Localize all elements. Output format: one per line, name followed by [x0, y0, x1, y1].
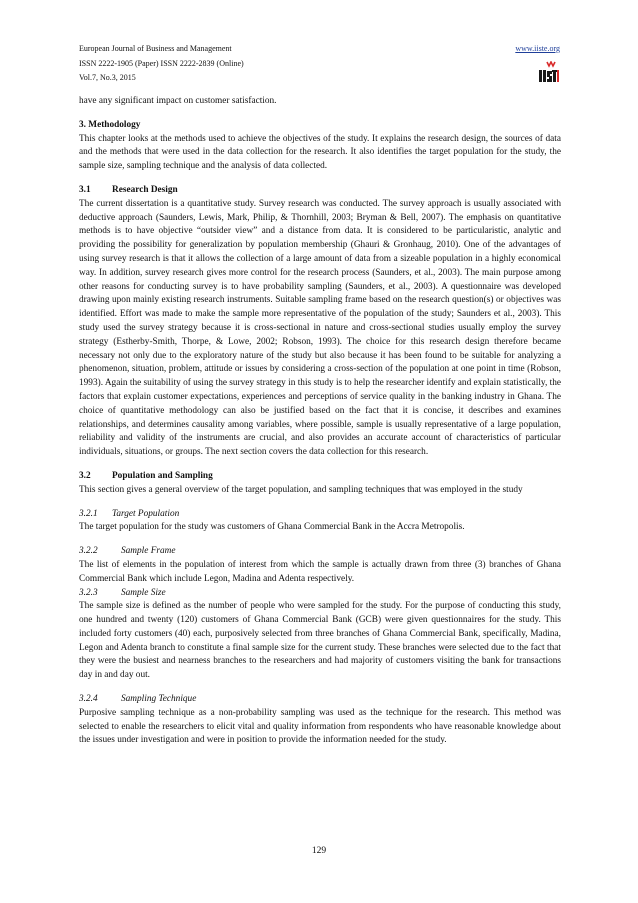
- target-population-heading: [79, 508, 561, 522]
- journal-issn: ISSN 2222-1905 (Paper) ISSN 2222-2839 (Online): [79, 58, 244, 68]
- population-sampling-paragraph: This section gives a general overview of the target population, and sampling techniques that was employed in the study: [79, 484, 523, 495]
- subsection-number: 3.2.4: [79, 694, 98, 705]
- subsection-number: 3.2.2: [79, 546, 98, 557]
- journal-name: European Journal of Business and Management: [79, 44, 232, 53]
- sample-size-heading: [79, 587, 561, 601]
- subsection-number: 3.2.3: [79, 587, 98, 598]
- methodology-heading: 3. Methodology: [79, 119, 141, 130]
- subsection-title: Sample Frame: [121, 546, 176, 557]
- sample-frame-heading: [79, 545, 561, 559]
- section-title: Research Design: [112, 184, 178, 195]
- sample-size-paragraph: The sample size is defined as the number of people who were sampled for the study. For the purpose of conducting this study, one hundred and twenty (120) customers of Ghana Commercial Bank (GCB) were given questionnaires for the study. This included forty customers (40) each, purposively selected from three branches of Ghana Commercial Bank, specifically, Madina, Legon and Adenta branch to constitute a final sample size for the current study. These branches were selected due to the fact that they were the busiest and nearness branches to the researchers and had majority of customers visiting the bank for transactions day in and day out.: [79, 601, 561, 681]
- methodology-paragraph: This chapter looks at the methods used to achieve the objectives of the study. It explains the research design, the sources of data and the methods that were used in the data collection for the research. It also identifies the target population for the study, the sample size, sampling technique and the analysis of data collected.: [79, 133, 561, 172]
- journal-volume: Vol.7, No.3, 2015: [79, 73, 136, 82]
- section-title: Population and Sampling: [112, 470, 213, 481]
- sample-frame-paragraph: The list of elements in the population of interest from which the sample is actually drawn from three (3) branches of Ghana Commercial Bank which include Legon, Madina and Adenta respectively.: [79, 559, 561, 584]
- paper-body: [79, 95, 561, 748]
- subsection-number: 3.2.1: [79, 508, 98, 519]
- sampling-technique-paragraph: Purposive sampling technique as a non-probability sampling was used as the technique for the research. This method was selected to enable the researchers to elicit vital and quality information from respondents who have reasonable knowledge about the issues under investigation and were in position to provide the information needed for the study.: [79, 707, 561, 746]
- sampling-technique-heading: [79, 693, 561, 707]
- subsection-title: Sampling Technique: [121, 694, 197, 705]
- intro-line: have any significant impact on customer satisfaction.: [79, 96, 277, 106]
- subsection-title: Target Population: [112, 508, 180, 519]
- website-link[interactable]: www.iiste.org: [515, 44, 560, 53]
- section-number: 3.2: [79, 470, 91, 481]
- population-sampling-heading: [79, 470, 561, 484]
- journal-header: [79, 42, 244, 86]
- research-design-paragraph: The current dissertation is a quantitative study. Survey research was conducted. The survey approach is usually associated with deductive approach (Saunders, Lewis, Mark, Philip, & Thornhill, 2003; Bryman & Bell, 2007). The emphasis on quantitative methods is to have objective “outsider view” and a distance from data. It is considered to be particularistic, analytic and providing the possibility for generalization by population membership (Ghauri & Gronhaug, 2010). One of the advantages of using survey research is that it allows the collection of a large amount of data from a sizeable population in a highly economical way. In addition, survey research gives more control for the research process (Saunders, et al., 2003). The main purpose among other reasons for conducting survey is to have probability sampling (Saunders, et al., 2003). A questionnaire was developed drawing upon mainly existing research instruments. Suitable sampling frame based on the research question(s) or objectives was identified. Effort was made to make the sample more representative of the population of the study; Saunders et al., 2003). This study used the survey strategy because it is cross-sectional in nature and cross-sectional studies usually employ the survey strategy (Estherby-Smith, Thorpe, & Lowe, 2002; Robson, 1993). The choice for this research design therefore became necessary not only due to the exploratory nature of the study but also because it has been found to be suitable for analyzing a phenomenon, situation, problem, attitude or issues by considering a cross-section of the population at one point in time (Robson, 1993). Again the suitability of using the survey strategy in this study is to help the researcher identify and explain statistically, the factors that explain customer expectations, experiences and perceptions of service quality in the banking industry in Ghana. The choice of quantitative methodology can also be justified based on the fact that it is concise, it describes and examines relationships, and determines causality among variables, where possible, sample is usually representative of a large population, reliability and validity of the instruments are crucial, and also provides an accurate account of characteristics of particular individuals, situations, or groups. The next section covers the data collection for this research.: [79, 198, 561, 458]
- subsection-title: Sample Size: [121, 587, 166, 598]
- header-right: [515, 42, 560, 88]
- section-number: 3.1: [79, 184, 91, 195]
- page-number: 129: [311, 846, 327, 856]
- research-design-heading: [79, 184, 561, 198]
- target-population-paragraph: The target population for the study was customers of Ghana Commercial Bank in the Accra Metropolis.: [79, 522, 465, 533]
- iiste-logo-icon: [538, 61, 560, 83]
